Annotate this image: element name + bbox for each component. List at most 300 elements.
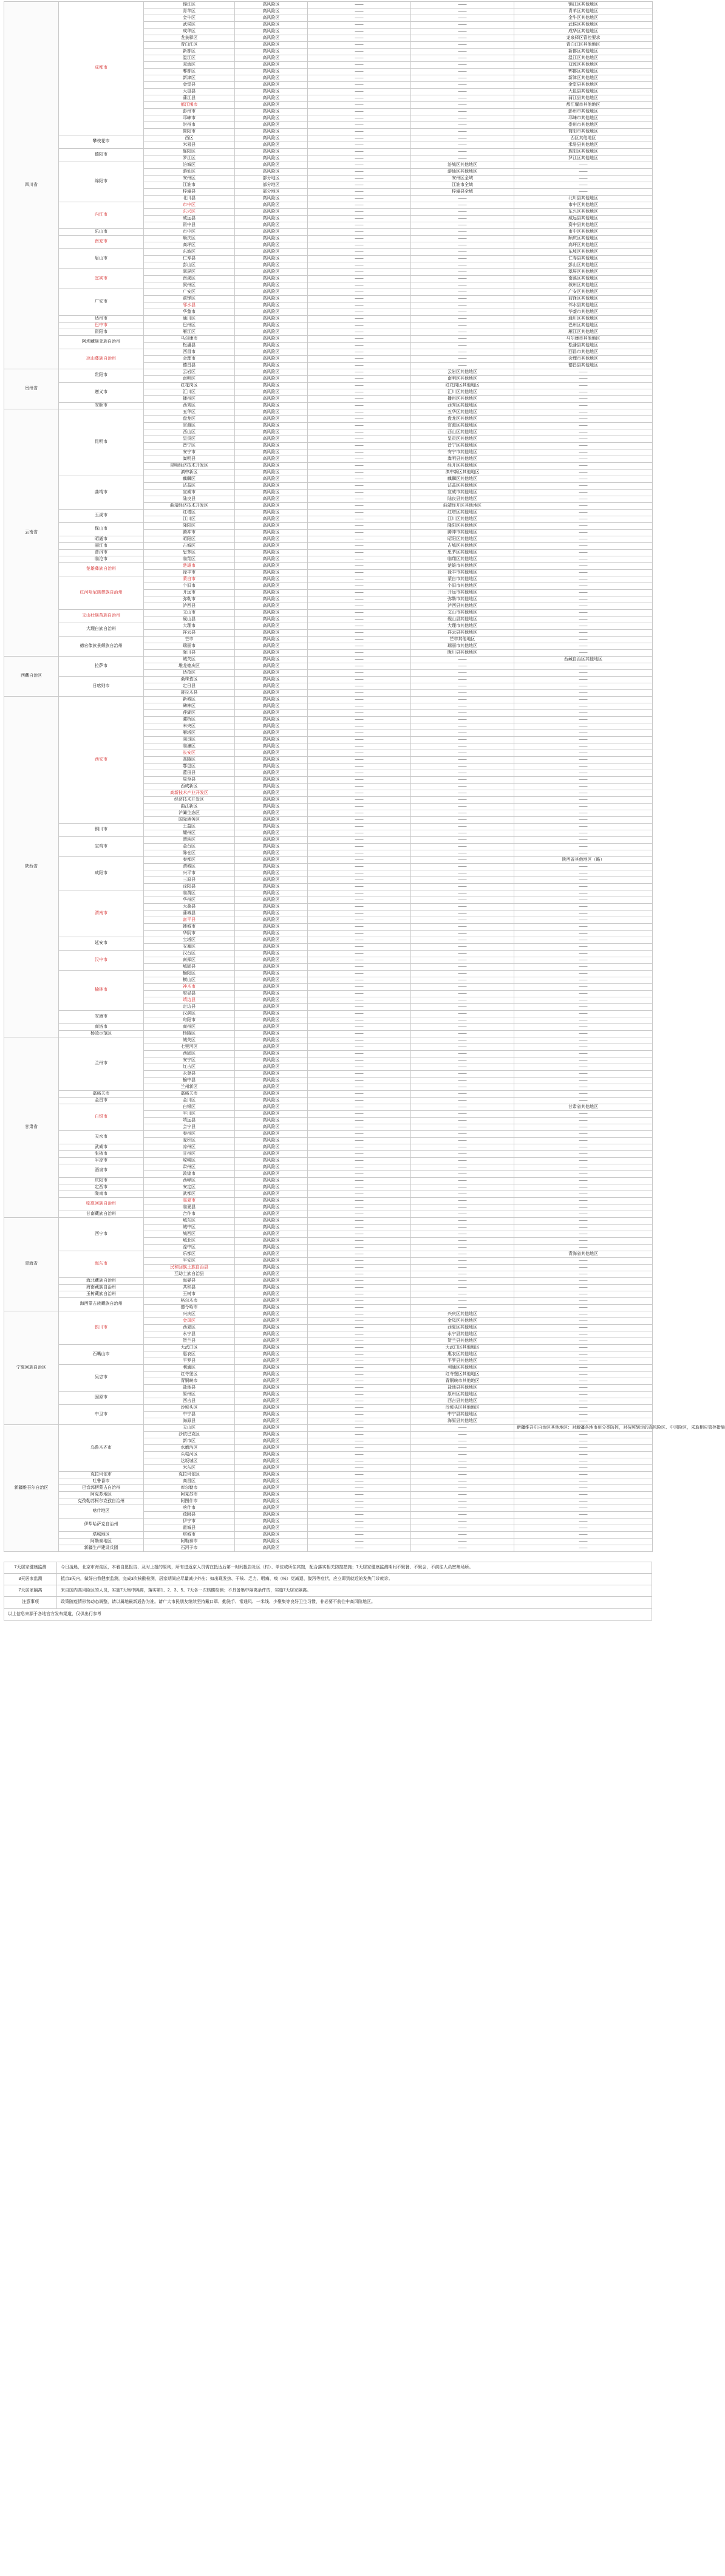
other-area-cell: 郫都区其他地区 xyxy=(514,69,653,75)
other-area-cell: —— xyxy=(514,383,653,389)
other-area-cell: 锦江区其他地区 xyxy=(514,2,653,9)
other-area-cell: —— xyxy=(514,1138,653,1144)
medium-risk-cell: 兴庆区其他地区 xyxy=(411,1311,514,1318)
high-risk-cell: —— xyxy=(308,1024,411,1031)
high-risk-cell: —— xyxy=(308,95,411,102)
medium-risk-cell: —— xyxy=(411,837,514,844)
risk-cell: 高风险区 xyxy=(235,135,308,142)
table-row xyxy=(4,1405,653,1412)
table-row xyxy=(4,550,653,556)
district-cell: 禄丰市 xyxy=(144,570,235,576)
risk-cell: 高风险区 xyxy=(235,1525,308,1532)
medium-risk-cell: —— xyxy=(411,657,514,663)
risk-cell: 高风险区 xyxy=(235,1071,308,1078)
other-area-cell: 罗江区其他地区 xyxy=(514,155,653,162)
district-cell: 城中区 xyxy=(144,1225,235,1231)
high-risk-cell: —— xyxy=(308,1505,411,1512)
risk-cell: 高风险区 xyxy=(235,1298,308,1305)
note-key: 7天居家健康监测 xyxy=(4,1562,57,1574)
district-cell: 定日县 xyxy=(144,683,235,690)
medium-risk-cell: —— xyxy=(411,790,514,797)
city-cell: 商洛市 xyxy=(59,1024,144,1031)
district-cell: 市中区 xyxy=(144,229,235,236)
medium-risk-cell: —— xyxy=(411,49,514,55)
medium-risk-cell: 安宁市其他地区 xyxy=(411,449,514,456)
high-risk-cell: —— xyxy=(308,977,411,984)
source-row xyxy=(4,1608,652,1620)
other-area-cell: —— xyxy=(514,162,653,169)
medium-risk-cell: —— xyxy=(411,2,514,9)
risk-cell: 高风险区 xyxy=(235,1144,308,1151)
district-cell: 民和回族土族自治县 xyxy=(144,1265,235,1271)
high-risk-cell: —— xyxy=(308,837,411,844)
high-risk-cell: —— xyxy=(308,1204,411,1211)
district-cell: 官渡区 xyxy=(144,423,235,429)
risk-cell: 高风险区 xyxy=(235,844,308,850)
city-cell: 文山壮族苗族自治州 xyxy=(59,610,144,623)
table-row xyxy=(4,162,653,169)
other-area-cell: —— xyxy=(514,389,653,396)
other-area-cell: 双流区其他地区 xyxy=(514,62,653,69)
high-risk-cell: —— xyxy=(308,1251,411,1258)
district-cell: 汉台区 xyxy=(144,951,235,957)
risk-cell: 高风险区 xyxy=(235,343,308,349)
high-risk-cell: —— xyxy=(308,363,411,369)
district-cell: 五华区 xyxy=(144,409,235,416)
district-cell: 临渭区 xyxy=(144,890,235,897)
medium-risk-cell: 中宁县其他地区 xyxy=(411,1412,514,1418)
medium-risk-cell: —— xyxy=(411,1245,514,1251)
other-area-cell: —— xyxy=(514,496,653,503)
risk-cell: 高风险区 xyxy=(235,463,308,470)
high-risk-cell: —— xyxy=(308,1351,411,1358)
other-area-cell: —— xyxy=(514,1539,653,1545)
medium-risk-cell: —— xyxy=(411,844,514,850)
high-risk-cell: —— xyxy=(308,797,411,804)
medium-risk-cell: —— xyxy=(411,1445,514,1452)
district-cell: 肃州区 xyxy=(144,1164,235,1171)
other-area-cell: —— xyxy=(514,556,653,563)
district-cell: 市中区 xyxy=(144,202,235,209)
table-row xyxy=(4,1191,653,1198)
table-row xyxy=(4,610,653,617)
district-cell: 曲江新区 xyxy=(144,804,235,810)
city-cell: 保山市 xyxy=(59,523,144,536)
other-area-cell: —— xyxy=(514,530,653,536)
other-area-cell: 前锋区其他地区 xyxy=(514,296,653,302)
district-cell: 榆阳区 xyxy=(144,971,235,977)
medium-risk-cell: 梓潼县全域 xyxy=(411,189,514,196)
medium-risk-cell: —— xyxy=(411,35,514,42)
district-cell: 临潼区 xyxy=(144,743,235,750)
other-area-cell: —— xyxy=(514,964,653,971)
district-cell: 定边县 xyxy=(144,1004,235,1011)
city-cell: 武威市 xyxy=(59,1144,144,1151)
high-risk-cell: —— xyxy=(308,483,411,490)
high-risk-cell: —— xyxy=(308,1138,411,1144)
medium-risk-cell: 红花岗区其他地区 xyxy=(411,383,514,389)
medium-risk-cell: —— xyxy=(411,824,514,830)
table-row xyxy=(4,890,653,897)
medium-risk-cell: —— xyxy=(411,817,514,824)
high-risk-cell: —— xyxy=(308,650,411,657)
city-cell: 渭南市 xyxy=(59,890,144,937)
high-risk-cell: —— xyxy=(308,1311,411,1318)
risk-cell: 高风险区 xyxy=(235,830,308,837)
table-row xyxy=(4,1031,653,1037)
district-cell: 宝塔区 xyxy=(144,937,235,944)
other-area-cell: —— xyxy=(514,603,653,610)
table-row xyxy=(4,1492,653,1498)
district-cell: 秦州区 xyxy=(144,1131,235,1138)
medium-risk-cell: 原州区其他地区 xyxy=(411,1392,514,1398)
other-area-cell: —— xyxy=(514,1325,653,1331)
district-cell: 玉树市 xyxy=(144,1291,235,1298)
city-cell: 宜宾市 xyxy=(59,269,144,289)
risk-cell: 高风险区 xyxy=(235,1458,308,1465)
high-risk-cell: —— xyxy=(308,1405,411,1412)
other-area-cell: —— xyxy=(514,1265,653,1271)
district-cell: 湟中区 xyxy=(144,1245,235,1251)
district-cell: 高陵区 xyxy=(144,757,235,764)
other-area-cell: —— xyxy=(514,1044,653,1051)
risk-cell: 高风险区 xyxy=(235,1519,308,1525)
medium-risk-cell: —— xyxy=(411,1158,514,1164)
risk-cell: 高风险区 xyxy=(235,1412,308,1418)
risk-cell: 高风险区 xyxy=(235,703,308,710)
district-cell: 安州区 xyxy=(144,176,235,182)
medium-risk-cell: —— xyxy=(411,857,514,864)
high-risk-cell: —— xyxy=(308,984,411,991)
high-risk-cell: —— xyxy=(308,1198,411,1204)
risk-cell: 高风险区 xyxy=(235,129,308,135)
medium-risk-cell: —— xyxy=(411,236,514,242)
province-cell: 西藏自治区 xyxy=(4,657,59,697)
high-risk-cell: —— xyxy=(308,209,411,216)
risk-cell: 高风险区 xyxy=(235,1098,308,1104)
high-risk-cell: —— xyxy=(308,1064,411,1071)
city-cell: 阿勒泰地区 xyxy=(59,1539,144,1545)
high-risk-cell: —— xyxy=(308,910,411,917)
high-risk-cell: —— xyxy=(308,1539,411,1545)
other-area-cell: —— xyxy=(514,563,653,570)
city-cell: 宝鸡市 xyxy=(59,837,144,857)
province-cell: 新疆维吾尔自治区 xyxy=(4,1425,59,1552)
other-area-cell: —— xyxy=(514,730,653,737)
table-row xyxy=(4,971,653,977)
district-cell: 金台区 xyxy=(144,844,235,850)
district-cell: 泸西县 xyxy=(144,603,235,610)
risk-cell: 高风险区 xyxy=(235,530,308,536)
medium-risk-cell: —— xyxy=(411,222,514,229)
city-cell: 曲靖市 xyxy=(59,476,144,510)
high-risk-cell: —— xyxy=(308,864,411,870)
medium-risk-cell: —— xyxy=(411,1305,514,1311)
medium-risk-cell: —— xyxy=(411,1184,514,1191)
other-area-cell: 高坪区其他地区 xyxy=(514,242,653,249)
risk-cell: 高风险区 xyxy=(235,750,308,757)
other-area-cell: —— xyxy=(514,1031,653,1037)
medium-risk-cell: —— xyxy=(411,1498,514,1505)
medium-risk-cell: —— xyxy=(411,1438,514,1445)
high-risk-cell: —— xyxy=(308,202,411,209)
high-risk-cell: —— xyxy=(308,1545,411,1552)
risk-cell: 高风险区 xyxy=(235,890,308,897)
district-cell: 金堂县 xyxy=(144,82,235,89)
other-area-cell: —— xyxy=(514,1184,653,1191)
table-row xyxy=(4,1425,653,1432)
risk-cell: 高风险区 xyxy=(235,196,308,202)
risk-cell: 高风险区 xyxy=(235,49,308,55)
risk-cell: 高风险区 xyxy=(235,396,308,403)
other-area-cell: —— xyxy=(514,449,653,456)
district-cell: 红古区 xyxy=(144,1064,235,1071)
medium-risk-cell: —— xyxy=(411,1118,514,1124)
medium-risk-cell: —— xyxy=(411,1472,514,1478)
risk-cell: 高风险区 xyxy=(235,1111,308,1118)
table-row xyxy=(4,1024,653,1031)
high-risk-cell: —— xyxy=(308,1445,411,1452)
city-cell: 攀枝花市 xyxy=(59,135,144,149)
high-risk-cell: —— xyxy=(308,764,411,770)
district-cell: 沙坡头区 xyxy=(144,1405,235,1412)
other-area-cell: 华蓥市其他地区 xyxy=(514,309,653,316)
district-cell: 宣威市 xyxy=(144,490,235,496)
high-risk-cell: —— xyxy=(308,222,411,229)
medium-risk-cell: —— xyxy=(411,1525,514,1532)
risk-cell: 高风险区 xyxy=(235,596,308,603)
high-risk-cell: —— xyxy=(308,1331,411,1338)
risk-cell: 高风险区 xyxy=(235,122,308,129)
district-cell: 郫都区 xyxy=(144,69,235,75)
district-cell: 大理市 xyxy=(144,623,235,630)
other-area-cell: 大邑县其他地区 xyxy=(514,89,653,95)
district-cell: 大邑县 xyxy=(144,89,235,95)
risk-cell: 高风险区 xyxy=(235,784,308,790)
risk-cell: 高风险区 xyxy=(235,1291,308,1298)
other-area-cell: —— xyxy=(514,931,653,937)
risk-cell: 高风险区 xyxy=(235,690,308,697)
other-area-cell: —— xyxy=(514,1458,653,1465)
medium-risk-cell: —— xyxy=(411,1238,514,1245)
risk-cell: 高风险区 xyxy=(235,490,308,496)
medium-risk-cell: 游仙区其他地区 xyxy=(411,169,514,176)
other-area-cell: 旌阳区其他地区 xyxy=(514,149,653,155)
risk-cell: 部分地区 xyxy=(235,176,308,182)
district-cell: 城东区 xyxy=(144,1218,235,1225)
district-cell: 个旧市 xyxy=(144,583,235,590)
risk-cell: 高风险区 xyxy=(235,249,308,256)
risk-cell: 高风险区 xyxy=(235,1478,308,1485)
district-cell: 开远市 xyxy=(144,590,235,596)
medium-risk-cell: —— xyxy=(411,1164,514,1171)
risk-cell: 高风险区 xyxy=(235,510,308,516)
risk-cell: 高风险区 xyxy=(235,951,308,957)
medium-risk-cell: 曲靖经开区其他地区 xyxy=(411,503,514,510)
district-cell: 安定区 xyxy=(144,1184,235,1191)
risk-cell: 高风险区 xyxy=(235,717,308,723)
province-cell: 贵州省 xyxy=(4,369,59,409)
medium-risk-cell: —— xyxy=(411,155,514,162)
risk-cell: 高风险区 xyxy=(235,563,308,570)
medium-risk-cell: —— xyxy=(411,1104,514,1111)
high-risk-cell: —— xyxy=(308,302,411,309)
high-risk-cell: —— xyxy=(308,176,411,182)
high-risk-cell: —— xyxy=(308,1458,411,1465)
district-cell: 西区 xyxy=(144,135,235,142)
high-risk-cell: —— xyxy=(308,1071,411,1078)
medium-risk-cell: 平罗县其他地区 xyxy=(411,1358,514,1365)
note-key: 注意事项 xyxy=(4,1597,57,1608)
district-cell: 国际港务区 xyxy=(144,817,235,824)
risk-cell: 高风险区 xyxy=(235,356,308,363)
city-cell: 海西蒙古族藏族自治州 xyxy=(59,1298,144,1311)
medium-risk-cell: —— xyxy=(411,289,514,296)
other-area-cell: —— xyxy=(514,1318,653,1325)
district-cell: 莲湖区 xyxy=(144,710,235,717)
medium-risk-cell: —— xyxy=(411,884,514,890)
city-cell: 固原市 xyxy=(59,1392,144,1405)
risk-cell: 高风险区 xyxy=(235,1472,308,1478)
medium-risk-cell: 楚雄市其他地区 xyxy=(411,563,514,570)
table-row xyxy=(4,523,653,530)
risk-cell: 高风险区 xyxy=(235,336,308,343)
table-row xyxy=(4,349,653,356)
high-risk-cell: —— xyxy=(308,617,411,623)
district-cell: 青羊区 xyxy=(144,9,235,15)
risk-cell: 高风险区 xyxy=(235,1138,308,1144)
other-area-cell: —— xyxy=(514,957,653,964)
risk-cell: 高风险区 xyxy=(235,209,308,216)
medium-risk-cell: —— xyxy=(411,242,514,249)
district-cell: 嘉峪关市 xyxy=(144,1091,235,1098)
risk-cell: 高风险区 xyxy=(235,403,308,409)
other-area-cell: —— xyxy=(514,804,653,810)
city-cell: 阿克苏地区 xyxy=(59,1492,144,1498)
medium-risk-cell: —— xyxy=(411,770,514,777)
high-risk-cell: —— xyxy=(308,496,411,503)
district-cell: 罗江区 xyxy=(144,155,235,162)
high-risk-cell: —— xyxy=(308,510,411,516)
other-area-cell: 广安区其他地区 xyxy=(514,289,653,296)
other-area-cell: —— xyxy=(514,1204,653,1211)
medium-risk-cell: —— xyxy=(411,102,514,109)
high-risk-cell: —— xyxy=(308,336,411,343)
high-risk-cell: —— xyxy=(308,296,411,302)
medium-risk-cell: 沙坡头区其他地区 xyxy=(411,1405,514,1412)
district-cell: 浐灞生态区 xyxy=(144,810,235,817)
medium-risk-cell: 陇川县其他地区 xyxy=(411,650,514,657)
district-cell: 安宁市 xyxy=(144,449,235,456)
district-cell: 霍城县 xyxy=(144,1525,235,1532)
medium-risk-cell: —— xyxy=(411,89,514,95)
risk-cell: 高风险区 xyxy=(235,884,308,890)
other-area-cell: —— xyxy=(514,637,653,643)
risk-cell: 高风险区 xyxy=(235,409,308,416)
district-cell: 天山区 xyxy=(144,1425,235,1432)
district-cell: 都江堰市 xyxy=(144,102,235,109)
risk-cell: 部分地区 xyxy=(235,189,308,196)
medium-risk-cell: —— xyxy=(411,29,514,35)
district-cell: 崆峒区 xyxy=(144,1158,235,1164)
risk-cell: 高风险区 xyxy=(235,9,308,15)
other-area-cell: —— xyxy=(514,1004,653,1011)
high-risk-cell: —— xyxy=(308,543,411,550)
medium-risk-cell: 宣威市其他地区 xyxy=(411,490,514,496)
high-risk-cell: —— xyxy=(308,850,411,857)
table-row xyxy=(4,1218,653,1225)
other-area-cell: —— xyxy=(514,1385,653,1392)
table-row xyxy=(4,1478,653,1485)
district-cell: 西秀区 xyxy=(144,403,235,409)
medium-risk-cell: 永宁县其他地区 xyxy=(411,1331,514,1338)
risk-cell: 高风险区 xyxy=(235,583,308,590)
medium-risk-cell: 贺兰县其他地区 xyxy=(411,1338,514,1345)
medium-risk-cell: —— xyxy=(411,75,514,82)
high-risk-cell: —— xyxy=(308,1291,411,1298)
table-row xyxy=(4,269,653,276)
high-risk-cell: —— xyxy=(308,730,411,737)
district-cell: 华阴市 xyxy=(144,931,235,937)
risk-cell: 高风险区 xyxy=(235,737,308,743)
province-cell: 云南省 xyxy=(4,409,59,657)
other-area-cell: 金牛区其他地区 xyxy=(514,15,653,22)
medium-risk-cell: —— xyxy=(411,329,514,336)
district-cell: 腾冲市 xyxy=(144,530,235,536)
medium-risk-cell: —— xyxy=(411,730,514,737)
city-cell: 普洱市 xyxy=(59,550,144,556)
high-risk-cell: —— xyxy=(308,276,411,282)
medium-risk-cell: —— xyxy=(411,1204,514,1211)
other-area-cell: —— xyxy=(514,189,653,196)
risk-cell: 高风险区 xyxy=(235,1104,308,1111)
other-area-cell: —— xyxy=(514,1198,653,1204)
other-area-cell: —— xyxy=(514,797,653,804)
other-area-cell: —— xyxy=(514,1118,653,1124)
high-risk-cell: —— xyxy=(308,1151,411,1158)
risk-cell: 高风险区 xyxy=(235,1245,308,1251)
risk-cell: 高风险区 xyxy=(235,349,308,356)
other-area-cell: —— xyxy=(514,1071,653,1078)
district-cell: 库尔勒市 xyxy=(144,1485,235,1492)
district-cell: 邛崃市 xyxy=(144,115,235,122)
table-row xyxy=(4,1178,653,1184)
district-cell: 疏附县 xyxy=(144,1512,235,1519)
other-area-cell: —— xyxy=(514,1351,653,1358)
district-cell: 资中县 xyxy=(144,222,235,229)
medium-risk-cell: —— xyxy=(411,1458,514,1465)
risk-cell: 高风险区 xyxy=(235,55,308,62)
district-cell: 耀州区 xyxy=(144,830,235,837)
high-risk-cell: —— xyxy=(308,89,411,95)
city-cell: 巴音郭楞蒙古自治州 xyxy=(59,1485,144,1492)
city-cell: 天水市 xyxy=(59,1131,144,1144)
risk-cell: 高风险区 xyxy=(235,1398,308,1405)
medium-risk-cell: 泸西县其他地区 xyxy=(411,603,514,610)
district-cell: 阿图什市 xyxy=(144,1498,235,1505)
medium-risk-cell: —— xyxy=(411,1191,514,1198)
other-area-cell: —— xyxy=(514,1472,653,1478)
city-cell: 石嘴山市 xyxy=(59,1345,144,1365)
district-cell: 安塞区 xyxy=(144,944,235,951)
table-row xyxy=(4,951,653,957)
risk-cell: 高风险区 xyxy=(235,1131,308,1138)
district-cell: 弥勒市 xyxy=(144,596,235,603)
high-risk-cell: —— xyxy=(308,1358,411,1365)
district-cell: 碑林区 xyxy=(144,703,235,710)
table-row xyxy=(4,1472,653,1478)
district-cell: 彭山区 xyxy=(144,262,235,269)
